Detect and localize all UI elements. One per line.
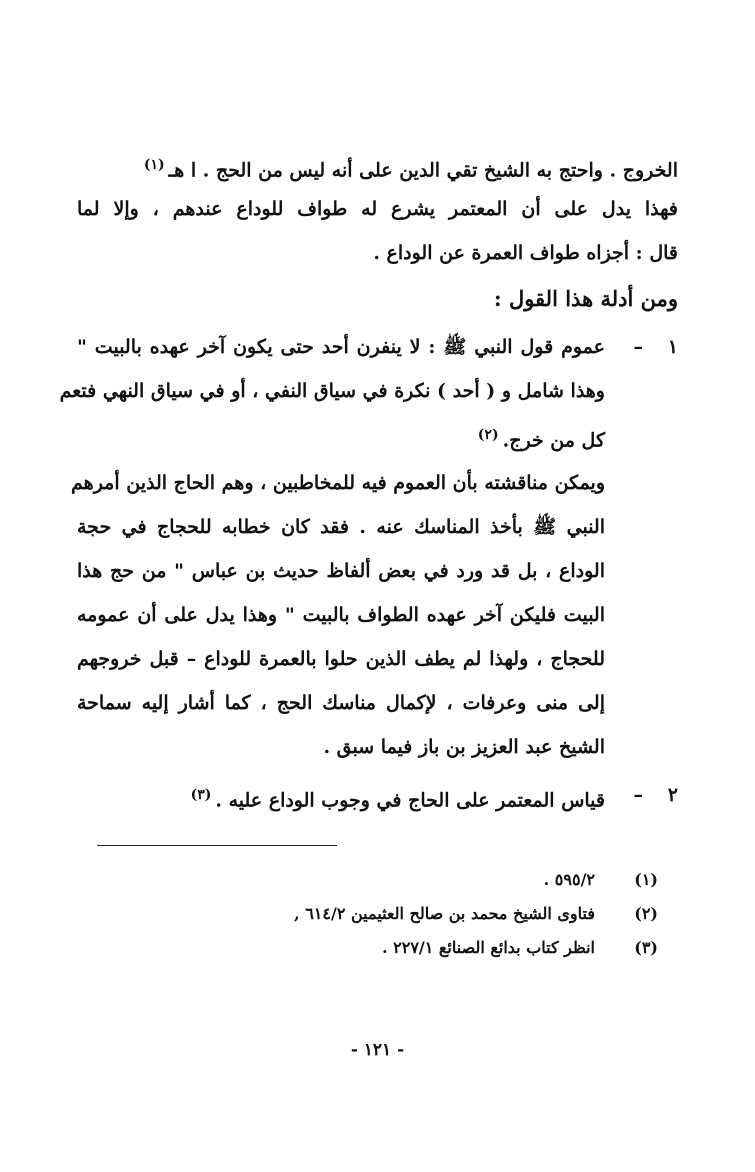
- footnote-2-number: (٢): [634, 904, 658, 923]
- point-2-line-1: [191, 781, 605, 814]
- section-heading: ومن أدلة هذا القول :: [493, 286, 678, 311]
- intro-line-3: قال : أجزاه طواف العمرة عن الوداع .: [373, 242, 678, 264]
- discussion-line-6: إلى منى وعرفات ، لإكمال مناسك الحج ، كما أشار إليه سماحة: [77, 692, 605, 714]
- footnote-3-number: (٣): [634, 938, 658, 957]
- point-1-dash: –: [633, 336, 643, 358]
- point-2-dash: –: [633, 784, 643, 806]
- discussion-line-7: الشيخ عبد العزيز بن باز فيما سبق .: [323, 736, 605, 758]
- point-1-line-1: عموم قول النبي ﷺ : لا ينفرن أحد حتى يكون آخر عهده بالبيت ": [77, 336, 605, 358]
- discussion-line-3: الوداع ، بل قد ورد في بعض ألفاظ حديث بن عباس " من حج هذا: [77, 560, 605, 582]
- discussion-line-2: النبي ﷺ بأخذ المناسك عنه . فقد كان خطابه للحجاج في حجة: [77, 516, 605, 538]
- discussion-line-5: للحجاج ، ولهذا لم يطف الذين حلوا بالعمرة للوداع – قبل خروجهم: [77, 648, 605, 670]
- footnote-2-text: فتاوى الشيخ محمد بن صالح العثيمين ٦١٤/٢ ,: [294, 904, 595, 923]
- intro-line-1: [144, 151, 678, 184]
- footnote-1-number: (١): [634, 870, 658, 889]
- footnote-ref-3: (٣): [190, 787, 212, 803]
- discussion-line-1: ويمكن مناقشته بأن العموم فيه للمخاطبين ، وهم الحاج الذين أمرهم: [71, 472, 605, 494]
- point-2-number: ٢: [667, 784, 678, 806]
- intro-line-2: فهذا يدل على أن المعتمر يشرع له طواف للوداع عندهم ، وإلا لما: [77, 198, 678, 220]
- footnote-1-text: ٥٩٥/٢ .: [543, 870, 595, 889]
- footnote-separator: [97, 845, 337, 846]
- point-2-line-1-text: قياس المعتمر على الحاج في وجوب الوداع عليه .: [215, 789, 605, 812]
- discussion-line-4: البيت فليكن آخر عهده الطواف بالبيت " وهذا يدل على أن عمومه: [77, 604, 605, 626]
- intro-line-1-text: الخروج . واحتج به الشيخ تقي الدين على أنه ليس من الحج . ا هـ: [168, 159, 678, 182]
- point-1-line-3-text: كل من خرج.: [502, 429, 605, 452]
- footnote-ref-2: (٢): [477, 427, 499, 443]
- page-number: - ١٢١ -: [350, 1040, 405, 1060]
- footnote-3-text: انظر كتاب بدائع الصنائع ٢٢٧/١ .: [381, 938, 595, 957]
- point-1-line-3: [478, 421, 605, 454]
- point-1-number: ١: [667, 336, 678, 358]
- point-1-line-2: وهذا شامل و ( أحد ) نكرة في سياق النفي ، أو في سياق النهي فتعم: [59, 380, 605, 402]
- footnote-ref-1: (١): [143, 157, 165, 173]
